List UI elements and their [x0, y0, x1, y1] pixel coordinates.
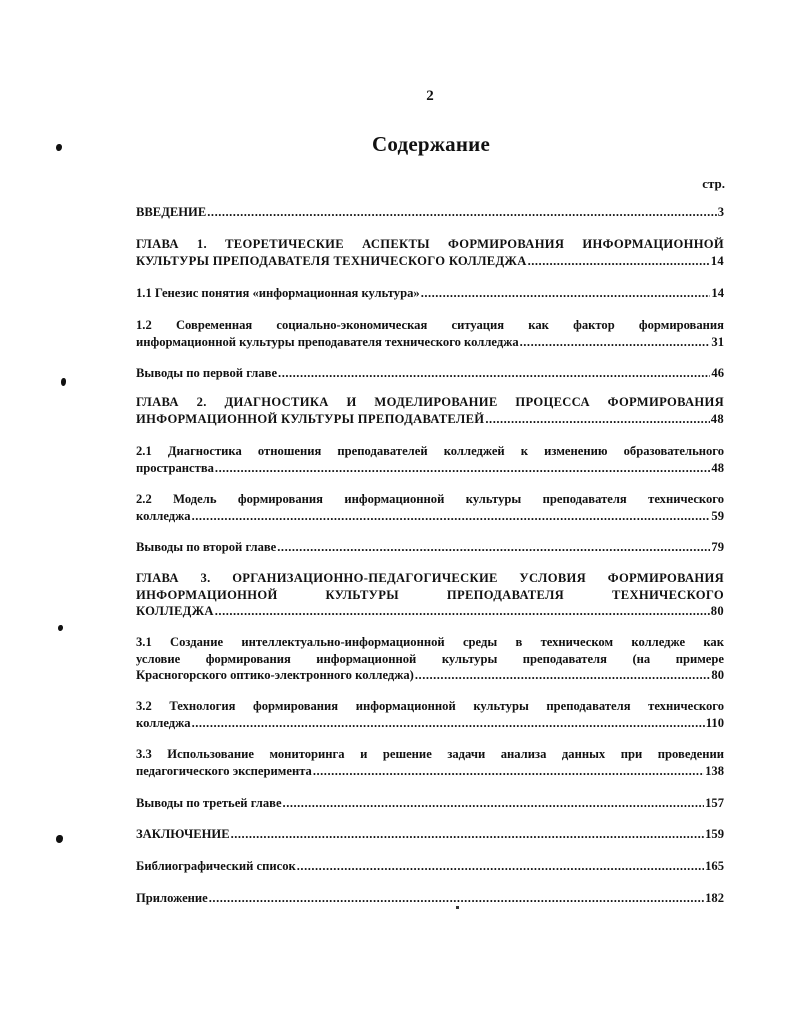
dot-leader [278, 365, 710, 382]
toc-entry-title: колледжа [136, 715, 191, 730]
dot-leader [313, 763, 704, 780]
toc-entry[interactable] [136, 394, 724, 427]
toc-entry-title: информационной культуры преподавателя технического колледжа [136, 334, 519, 349]
toc-entry-line: 2.1 Диагностика отношения преподавателей колледжей к изменению образовательного [136, 444, 724, 458]
toc-entry-page: 46 [711, 366, 724, 380]
toc-entry[interactable] [136, 204, 724, 221]
toc-entry-title: ЗАКЛЮЧЕНИЕ [136, 827, 230, 841]
toc-entry-line: 2.2 Модель формирования информационной культуры преподавателя технического [136, 492, 724, 506]
toc-entry-page: 80 [711, 668, 724, 682]
toc-entry-title: колледжа [136, 508, 191, 523]
toc-entry-page: 14 [710, 253, 724, 268]
toc-entry-page: 79 [711, 540, 724, 554]
scan-speck [61, 378, 66, 386]
toc-entry[interactable] [136, 890, 724, 907]
toc-entry[interactable] [136, 491, 724, 524]
dot-leader [520, 334, 711, 351]
toc-entry-title: КОЛЛЕДЖА [136, 604, 214, 618]
toc-entry-title: Выводы по первой главе [136, 366, 278, 380]
toc-entry[interactable] [136, 826, 724, 843]
page-number: 2 [426, 88, 434, 104]
page-title: Содержание [372, 132, 490, 156]
toc-entry-title: ВВЕДЕНИЕ [136, 205, 207, 219]
dot-leader [528, 253, 710, 270]
toc-entry-title: ИНФОРМАЦИОННОЙ КУЛЬТУРЫ ПРЕПОДАВАТЕЛЕЙ [136, 411, 485, 426]
toc-entry-page: 48 [710, 411, 724, 426]
toc-entry-line: 3.3 Использование мониторинга и решение задачи анализа данных при проведении [136, 747, 724, 761]
toc-entry[interactable] [136, 570, 724, 620]
dot-leader [192, 715, 705, 732]
toc-entry[interactable] [136, 858, 724, 875]
toc-entry-page: 159 [705, 827, 724, 841]
toc-entry-page: 48 [711, 460, 724, 475]
scan-speck [58, 625, 63, 631]
toc-entry-line: условие формирования информационной культуры преподавателя (на примере [136, 651, 724, 666]
toc-entry-line: 3.2 Технология формирования информационной культуры преподавателя технического [136, 699, 724, 713]
dot-leader [192, 508, 711, 525]
toc-entry-page: 80 [710, 604, 724, 618]
toc-entry-title: педагогического эксперимента [136, 763, 312, 778]
toc-entry[interactable] [136, 443, 724, 476]
toc-entry-title: 1.1 Генезис понятия «информационная культура» [136, 286, 420, 300]
toc-entry-page: 110 [705, 715, 724, 730]
toc-entry-page: 157 [705, 796, 724, 810]
toc-entry-title: Выводы по третьей главе [136, 796, 282, 810]
dot-leader [415, 667, 711, 684]
dot-leader [207, 204, 716, 221]
toc-entry-line: ГЛАВА 3. ОРГАНИЗАЦИОННО-ПЕДАГОГИЧЕСКИЕ УСЛОВИЯ ФОРМИРОВАНИЯ [136, 571, 724, 585]
toc-entry-title: Красногорского оптико-электронного колледжа) [136, 668, 414, 682]
toc-entry-page: 31 [711, 334, 724, 349]
toc-entry[interactable] [136, 539, 724, 556]
toc-entry-title: Выводы по второй главе [136, 540, 277, 554]
toc-entry-page: 3 [717, 205, 724, 219]
dot-leader [283, 795, 705, 812]
dot-leader [215, 460, 710, 477]
dot-leader [215, 603, 710, 620]
toc-entry-title: пространства [136, 460, 214, 475]
toc-entry-title: Приложение [136, 891, 208, 905]
dot-leader [485, 411, 709, 428]
toc-entry-page: 59 [711, 508, 724, 523]
toc-entry-page: 182 [705, 891, 724, 905]
toc-entry[interactable] [136, 236, 724, 269]
toc-entry[interactable] [136, 795, 724, 812]
toc-entry[interactable] [136, 746, 724, 779]
toc-entry[interactable] [136, 365, 724, 382]
dot-leader [297, 858, 704, 875]
toc-entry-title: Библиографический список [136, 859, 296, 873]
page-column-label: стр. [702, 176, 725, 191]
toc-entry[interactable] [136, 317, 724, 350]
toc-entry-line: ИНФОРМАЦИОННОЙ КУЛЬТУРЫ ПРЕПОДАВАТЕЛЯ ТЕХНИЧЕСКОГО [136, 587, 724, 602]
toc-entry-line: ГЛАВА 2. ДИАГНОСТИКА И МОДЕЛИРОВАНИЕ ПРОЦЕССА ФОРМИРОВАНИЯ [136, 395, 724, 409]
toc-entry-line: ГЛАВА 1. ТЕОРЕТИЧЕСКИЕ АСПЕКТЫ ФОРМИРОВАНИЯ ИНФОРМАЦИОННОЙ [136, 237, 724, 251]
dot-leader [209, 890, 704, 907]
toc-entry-page: 165 [705, 859, 724, 873]
toc-entry[interactable] [136, 698, 724, 731]
toc-entry-title: КУЛЬТУРЫ ПРЕПОДАВАТЕЛЯ ТЕХНИЧЕСКОГО КОЛЛЕДЖА [136, 253, 527, 268]
toc-entry-page: 138 [705, 763, 724, 778]
toc-entry-line: 3.1 Создание интеллектуально-информационной среды в техническом колледже как [136, 635, 724, 649]
toc-entry[interactable] [136, 285, 724, 302]
dot-leader [277, 539, 710, 556]
toc-entry-line: 1.2 Современная социально-экономическая ситуация как фактор формирования [136, 318, 724, 332]
dot-leader [421, 285, 711, 302]
scan-speck [56, 835, 63, 843]
toc-entry[interactable] [136, 634, 724, 684]
dot-leader [231, 826, 705, 843]
toc-entry-page: 14 [711, 286, 724, 300]
